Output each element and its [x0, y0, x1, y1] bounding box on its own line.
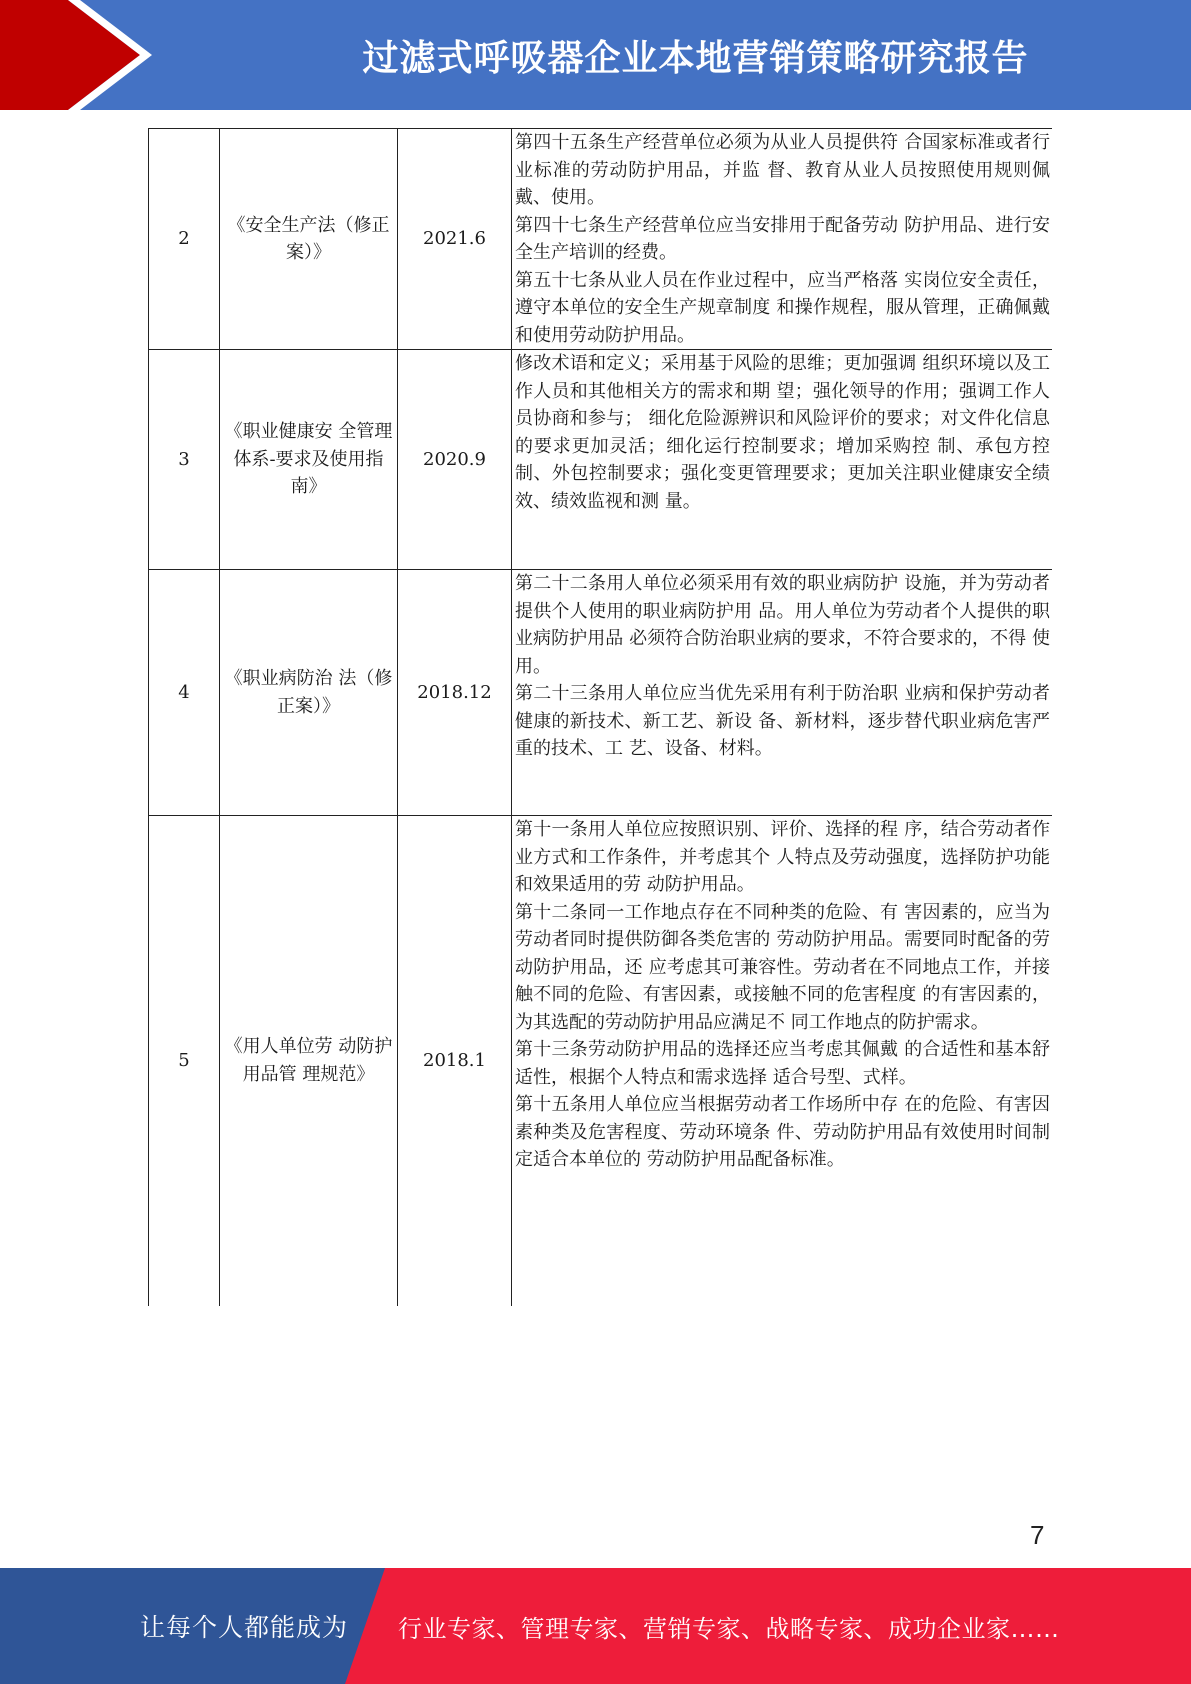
table-row — [149, 816, 1053, 1306]
table-row — [149, 350, 1053, 570]
regulation-content-cell — [512, 570, 1053, 816]
row-number-cell: 2 — [149, 129, 220, 350]
report-title: 过滤式呼吸器企业本地营销策略研究报告 — [362, 37, 1029, 79]
regulation-name-cell: 《用人单位劳 动防护用品管 理规范》 — [220, 816, 398, 1306]
regulation-content — [512, 129, 1052, 349]
regulation-content-cell — [512, 350, 1053, 570]
regulation-content — [512, 350, 1052, 515]
regulation-article: 第十二条同一工作地点存在不同种类的危险、有 害因素的，应当为劳动者同时提供防御各类危害的 劳动防护用品。需要同时配备的劳动防护用品，还 应考虑其可兼容性。劳动者在不同地点工作，并接 触不同的危险、有害因素，或接触不同的危害程度 的有害因素的，为其选配的劳动防护用品应满足不 同工作地点的防护需求。 — [515, 901, 1050, 1033]
regulation-article: 第五十七条从业人员在作业过程中，应当严格落 实岗位安全责任，遵守本单位的安全生产规章制度 和操作规程，服从管理，正确佩戴和使用劳动防护用品。 — [515, 269, 1050, 346]
page-number: 7 — [1030, 1520, 1045, 1550]
regulation-content — [512, 570, 1052, 763]
effective-date-cell: 2021.6 — [398, 129, 512, 350]
page-footer — [0, 1568, 1191, 1684]
regulation-name-cell: 《职业病防治 法（修正案）》 — [220, 570, 398, 816]
footer-slogan-left: 让每个人都能成为 — [140, 1613, 349, 1642]
regulation-content-cell — [512, 816, 1053, 1306]
regulation-article: 第二十三条用人单位应当优先采用有利于防治职 业病和保护劳动者健康的新技术、新工艺、新设 备、新材料，逐步替代职业病危害严重的技术、工 艺、设备、材料。 — [515, 683, 1050, 759]
row-number-cell: 4 — [149, 570, 220, 816]
effective-date-cell: 2020.9 — [398, 350, 512, 570]
regulation-article: 第十一条用人单位应按照识别、评价、选择的程 序，结合劳动者作业方式和工作条件，并考虑其个 人特点及劳动强度，选择防护功能和效果适用的劳 动防护用品。 — [515, 819, 1050, 895]
regulation-article: 第四十五条生产经营单位必须为从业人员提供符 合国家标准或者行业标准的劳动防护用品，并监 督、教育从业人员按照使用规则佩戴、使用。 — [515, 132, 1050, 208]
regulation-content-cell — [512, 129, 1053, 350]
effective-date-cell: 2018.1 — [398, 816, 512, 1306]
footer-slogan-right: 行业专家、管理专家、营销专家、战略专家、成功企业家…… — [398, 1614, 1060, 1643]
regulation-article: 第十五条用人单位应当根据劳动者工作场所中存 在的危险、有害因素种类及危害程度、劳动环境条 件、劳动防护用品有效使用时间制定适合本单位的 劳动防护用品配备标准。 — [515, 1094, 1050, 1170]
regulation-name-cell: 《安全生产法（修正案）》 — [220, 129, 398, 350]
table-row — [149, 129, 1053, 350]
regulation-name-cell: 《职业健康安 全管理体系-要求及使用指 南》 — [220, 350, 398, 570]
page-header — [0, 0, 1191, 110]
row-number-cell: 3 — [149, 350, 220, 570]
regulation-table — [148, 128, 1052, 1306]
regulation-article: 第十三条劳动防护用品的选择还应当考虑其佩戴 的合适性和基本舒适性，根据个人特点和需求选择 适合号型、式样。 — [515, 1039, 1050, 1088]
effective-date-cell: 2018.12 — [398, 570, 512, 816]
regulation-article: 修改术语和定义；采用基于风险的思维；更加强调 组织环境以及工作人员和其他相关方的需求和期 望；强化领导的作用；强调工作人员协商和参与； 细化危险源辨识和风险评价的要求；对文件化信息 的要求更加灵活；细化运行控制要求；增加采购控 制、承包方控制、外包控制要求；强化变更管理要求；更加关注职业健康安全绩效、绩效监视和测 量。 — [515, 353, 1050, 512]
row-number-cell: 5 — [149, 816, 220, 1306]
regulation-article: 第四十七条生产经营单位应当安排用于配备劳动 防护用品、进行安全生产培训的经费。 — [515, 214, 1050, 263]
regulation-content — [512, 816, 1052, 1174]
regulation-article: 第二十二条用人单位必须采用有效的职业病防护 设施，并为劳动者提供个人使用的职业病防护用 品。用人单位为劳动者个人提供的职业病防护用品 必须符合防治职业病的要求，不符合要求的，不得 使用。 — [515, 573, 1050, 677]
table-row — [149, 570, 1053, 816]
